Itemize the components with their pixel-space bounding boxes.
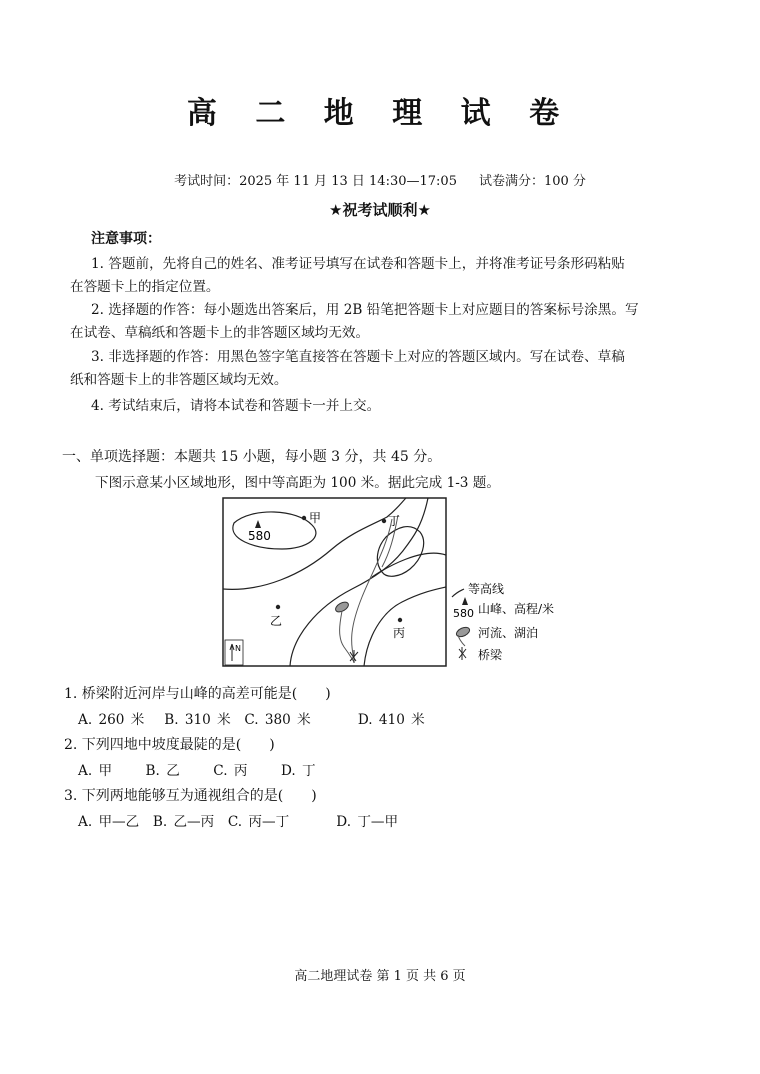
point-jia-marker [302, 516, 306, 520]
good-luck-banner: ★祝考试顺利★ [329, 201, 431, 219]
peak-elevation-label: 580 [248, 529, 271, 543]
exam-time: 考试时间：2025 年 11 月 13 日 14:30—17:05 [174, 174, 457, 189]
point-ding-marker [382, 519, 386, 523]
figure-intro: 下图示意某小区域地形，图中等高距为 100 米。据此完成 1-3 题。 [95, 475, 500, 491]
exam-score: 试卷满分：100 分 [478, 174, 586, 189]
point-yi-marker [276, 605, 280, 609]
point-bing-label: 丙 [393, 626, 406, 640]
question-1-options: A. 260 米 B. 310 米 C. 380 米 D. 410 米 [78, 712, 425, 728]
point-yi-label: 乙 [270, 614, 283, 628]
legend-lake-symbol [455, 625, 471, 638]
question-2-options: A. 甲 B. 乙 C. 丙 D. 丁 [78, 763, 316, 779]
legend-river-label: 河流、湖泊 [478, 626, 539, 640]
point-ding-label: 丁 [388, 514, 401, 528]
notice-line: 2. 选择题的作答：每小题选出答案后，用 2B 铅笔把答题卡上对应题目的答案标号涂黑。写 [91, 302, 639, 318]
notice-line: 在试卷、草稿纸和答题卡上的非答题区域均无效。 [70, 325, 370, 341]
map-frame [223, 498, 446, 666]
legend-bridge-label: 桥梁 [478, 648, 503, 662]
point-jia-label: 甲 [309, 511, 322, 525]
map-legend [452, 581, 554, 662]
notice-line: 1. 答题前，先将自己的姓名、准考证号填写在试卷和答题卡上，并将准考证号条形码粘贴 [91, 256, 625, 272]
notice-line: 纸和答题卡上的非答题区域均无效。 [70, 372, 288, 388]
legend-contour-label: 等高线 [468, 582, 505, 596]
legend-contour-symbol [452, 589, 464, 597]
question-1: 1. 桥梁附近河岸与山峰的高差可能是( ) [64, 686, 331, 702]
question-3: 3. 下列两地能够互为通视组合的是( ) [64, 788, 317, 804]
exam-meta [0, 170, 760, 189]
page-footer: 高二地理试卷 第 1 页 共 6 页 [294, 969, 466, 984]
legend-bridge-symbol [459, 647, 466, 660]
point-bing-marker [398, 618, 402, 622]
contour-map [222, 497, 562, 669]
north-label: N [235, 644, 241, 653]
notice-line: 4. 考试结束后，请将本试卷和答题卡一并上交。 [91, 398, 381, 414]
question-3-options: A. 甲—乙 B. 乙—丙 C. 丙—丁 D. 丁—甲 [78, 814, 399, 830]
notice-line: 在答题卡上的指定位置。 [70, 279, 220, 295]
question-2: 2. 下列四地中坡度最陡的是( ) [64, 737, 275, 753]
notice-line: 3. 非选择题的作答：用黑色签字笔直接答在答题卡上对应的答题区域内。写在试卷、草稿 [91, 349, 625, 365]
legend-peak-label: 山峰、高程/米 [478, 602, 555, 616]
legend-peak-value: 580 [453, 607, 474, 620]
exam-title: 高 二 地 理 试 卷 [186, 96, 574, 131]
legend-peak-symbol [462, 597, 468, 605]
section-heading: 一、单项选择题：本题共 15 小题，每小题 3 分，共 45 分。 [62, 449, 442, 465]
notice-heading: 注意事项： [91, 231, 161, 247]
